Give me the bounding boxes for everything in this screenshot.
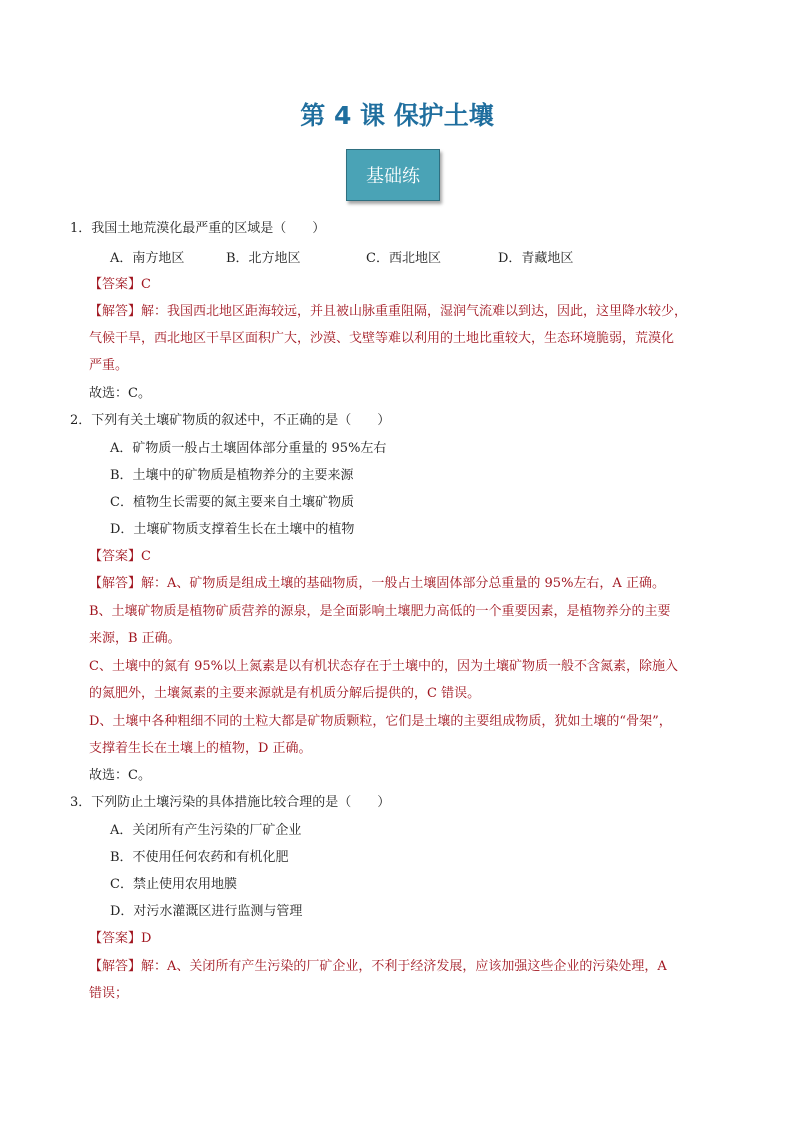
option-d: D．青藏地区	[498, 251, 574, 266]
conclusion: 故选：C。	[89, 386, 151, 401]
option-b: B．土壤中的矿物质是植物养分的主要来源	[110, 468, 354, 483]
question-stem: 2．下列有关土壤矿物质的叙述中，不正确的是（ ）	[70, 413, 391, 428]
analysis-text: 支撑着生长在土壤上的植物，D 正确。	[89, 741, 312, 756]
option-c: C．西北地区	[366, 251, 441, 266]
analysis-line	[89, 958, 667, 976]
option-c: C．禁止使用农用地膜	[110, 877, 237, 892]
page-title: 第 4 课 保护土壤	[300, 101, 494, 130]
question-stem: 1．我国土地荒漠化最严重的区域是（ ）	[70, 221, 326, 236]
conclusion: 故选：C。	[89, 768, 151, 783]
question-stem: 3．下列防止土壤污染的具体措施比较合理的是（ ）	[70, 795, 391, 810]
analysis-text: 解：A、矿物质是组成土壤的基础物质，一般占土壤固体部分总重量的 95%左右，A 正确。	[141, 576, 665, 591]
analysis-text: 错误；	[89, 986, 129, 1001]
answer-value: C	[141, 549, 151, 564]
option-c: C．植物生长需要的氮主要来自土壤矿物质	[110, 495, 354, 510]
analysis-label: 【解答】	[89, 576, 142, 591]
analysis-text: 解：我国西北地区距海较远，并且被山脉重重阻隔，湿润气流难以到达，因此，这里降水较少，	[141, 304, 688, 319]
option-d: D．对污水灌溉区进行监测与管理	[110, 904, 303, 919]
analysis-text: B、土壤矿物质是植物矿质营养的源泉，是全面影响土壤肥力高低的一个重要因素，是植物养分的主要	[89, 604, 671, 619]
answer-label: 【答案】	[89, 931, 142, 946]
section-badge: 基础练	[346, 149, 440, 201]
analysis-text: 解：A、关闭所有产生污染的厂矿企业，不利于经济发展，应该加强这些企业的污染处理，A	[141, 959, 667, 974]
option-a: A．矿物质一般占土壤固体部分重量的 95%左右	[110, 441, 387, 456]
answer-value: D	[141, 931, 152, 946]
analysis-label: 【解答】	[89, 304, 142, 319]
option-b: B．北方地区	[226, 251, 301, 266]
answer-label: 【答案】	[89, 277, 142, 292]
answer-line	[89, 548, 151, 566]
answer-value: C	[141, 277, 151, 292]
option-d: D．土壤矿物质支撑着生长在土壤中的植物	[110, 522, 355, 537]
analysis-text: 严重。	[89, 358, 129, 373]
analysis-label: 【解答】	[89, 959, 142, 974]
analysis-text: C、土壤中的氮有 95%以上氮素是以有机状态存在于土壤中的，因为土壤矿物质一般不含氮素，除施入	[89, 659, 678, 674]
option-a: A．关闭所有产生污染的厂矿企业	[110, 823, 302, 838]
answer-line	[89, 276, 151, 294]
analysis-text: 来源，B 正确。	[89, 631, 181, 646]
analysis-text: 气候干旱，西北地区干旱区面积广大，沙漠、戈壁等难以利用的土地比重较大，生态环境脆弱，荒漠化	[89, 331, 675, 346]
answer-label: 【答案】	[89, 549, 142, 564]
option-a: A．南方地区	[110, 251, 185, 266]
analysis-text: 的氮肥外，土壤氮素的主要来源就是有机质分解后提供的，C 错误。	[89, 686, 481, 701]
answer-line	[89, 930, 151, 948]
analysis-text: D、土壤中各种粗细不同的土粒大都是矿物质颗粒，它们是土壤的主要组成物质，犹如土壤的“骨架”，	[89, 714, 672, 729]
option-b: B．不使用任何农药和有机化肥	[110, 850, 289, 865]
analysis-line	[89, 303, 687, 321]
analysis-line	[89, 575, 665, 593]
